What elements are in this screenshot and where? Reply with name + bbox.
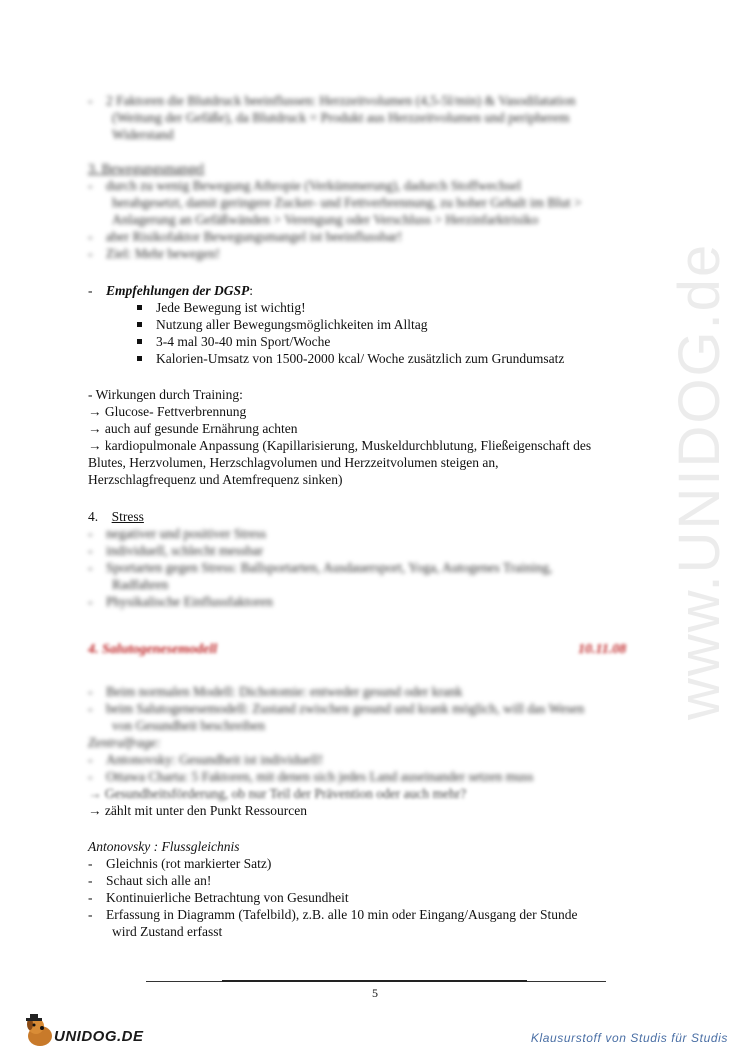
blurred-line: Zentralfrage:	[88, 735, 161, 750]
blurred-line: - Physikalische Einflussfaktoren	[88, 594, 273, 609]
unidog-logo-text: UNIDOG.DE	[54, 1028, 144, 1045]
blurred-line: - 2 Faktoren die Blutdruck beeinflussen: Herzzeitvolumen (4,5-5l/min) & Vasodilatation	[88, 93, 576, 108]
antonovsky-heading: Antonovsky : Flussgleichnis	[88, 839, 240, 854]
blurred-line: - beim Salutogenesemodell: Zustand zwischen gesund und krank möglich, will das Wesen	[88, 701, 585, 716]
ressourcen-line: → zählt mit unter den Punkt Ressourcen	[88, 803, 307, 818]
antonovsky-item-wrap: wird Zustand erfasst	[112, 924, 223, 939]
training-line: Blutes, Herzvolumen, Herzschlagvolumen und Herzzeitvolumen steigen an,	[88, 455, 499, 470]
blurred-line: - individuell, schlecht messbar	[88, 543, 264, 558]
antonovsky-item: - Gleichnis (rot markierter Satz)	[88, 856, 272, 871]
training-line: → kardiopulmonale Anpassung (Kapillarisierung, Muskeldurchblutung, Fließeigenschaft des	[88, 438, 592, 453]
section-heading-red: 4. Salutogenesemodell	[88, 642, 218, 657]
blurred-heading: 3. Bewegungsmangel	[88, 161, 205, 176]
section-date-red: 10.11.08	[578, 642, 627, 657]
blurred-line: → Gesundheitsförderung, ob nur Teil der Prävention oder auch mehr?	[88, 786, 467, 801]
blurred-line: (Weitung der Gefäße), da Blutdruck = Produkt aus Herzzeitvolumen und peripherem	[112, 110, 570, 125]
blurred-line: - aber Risikofaktor Bewegungsmangel ist beeinflussbar!	[88, 229, 403, 244]
antonovsky-item: - Kontinuierliche Betrachtung von Gesundheit	[88, 890, 349, 905]
dgsp-item: Nutzung aller Bewegungsmöglichkeiten im Alltag	[137, 316, 427, 333]
training-heading: - Wirkungen durch Training:	[88, 387, 243, 402]
blurred-line: von Gesundheit beschreiben	[112, 718, 265, 733]
training-line: Herzschlagfrequenz und Atemfrequenz sinken)	[88, 472, 343, 487]
page-number: 5	[372, 986, 378, 1000]
stress-heading: 4. Stress	[88, 509, 144, 524]
blurred-line: Anlagerung an Gefäßwänden > Verengung oder Verschluss > Herzinfarktrisiko	[112, 212, 539, 227]
blurred-line: - Antonovsky: Gesundheit ist individuell!	[88, 752, 324, 767]
blurred-line: - Beim normalen Modell: Dichotomie: entweder gesund oder krank	[88, 684, 463, 699]
blurred-line: - Sportarten gegen Stress: Ballsportarten, Ausdauersport, Yoga, Autogenes Training,	[88, 560, 553, 575]
dgsp-heading: - Empfehlungen der DGSP:	[88, 283, 254, 298]
footer-slogan: Klausurstoff von Studis für Studis	[530, 1031, 728, 1045]
blurred-line: - Ziel: Mehr bewegen!	[88, 246, 220, 261]
footer-rule-accent	[222, 980, 527, 982]
blurred-line: Widerstand	[112, 127, 174, 142]
training-line: → auch auf gesunde Ernährung achten	[88, 421, 298, 436]
dgsp-item: 3-4 mal 30-40 min Sport/Woche	[137, 333, 330, 350]
antonovsky-item: - Erfassung in Diagramm (Tafelbild), z.B. alle 10 min oder Eingang/Ausgang der Stunde	[88, 907, 578, 922]
dgsp-item: Jede Bewegung ist wichtig!	[137, 299, 306, 316]
blurred-line: herabgesetzt, damit geringere Zucker- und Fettverbrennung, zu hoher Gehalt im Blut >	[112, 195, 582, 210]
dgsp-item: Kalorien-Umsatz von 1500-2000 kcal/ Woche zusätzlich zum Grundumsatz	[137, 350, 564, 367]
antonovsky-item: - Schaut sich alle an!	[88, 873, 212, 888]
training-line: → Glucose- Fettverbrennung	[88, 404, 247, 419]
watermark: www.UNIDOG.de	[667, 242, 732, 720]
blurred-line: Radfahren	[112, 577, 169, 592]
blurred-line: - durch zu wenig Bewegung Athropie (Verkümmerung), dadurch Stoffwechsel	[88, 178, 522, 193]
blurred-line: - negativer und positiver Stress	[88, 526, 267, 541]
blurred-line: - Ottawa Charta: 5 Faktoren, mit denen sich jedes Land auseinander setzen muss	[88, 769, 534, 784]
